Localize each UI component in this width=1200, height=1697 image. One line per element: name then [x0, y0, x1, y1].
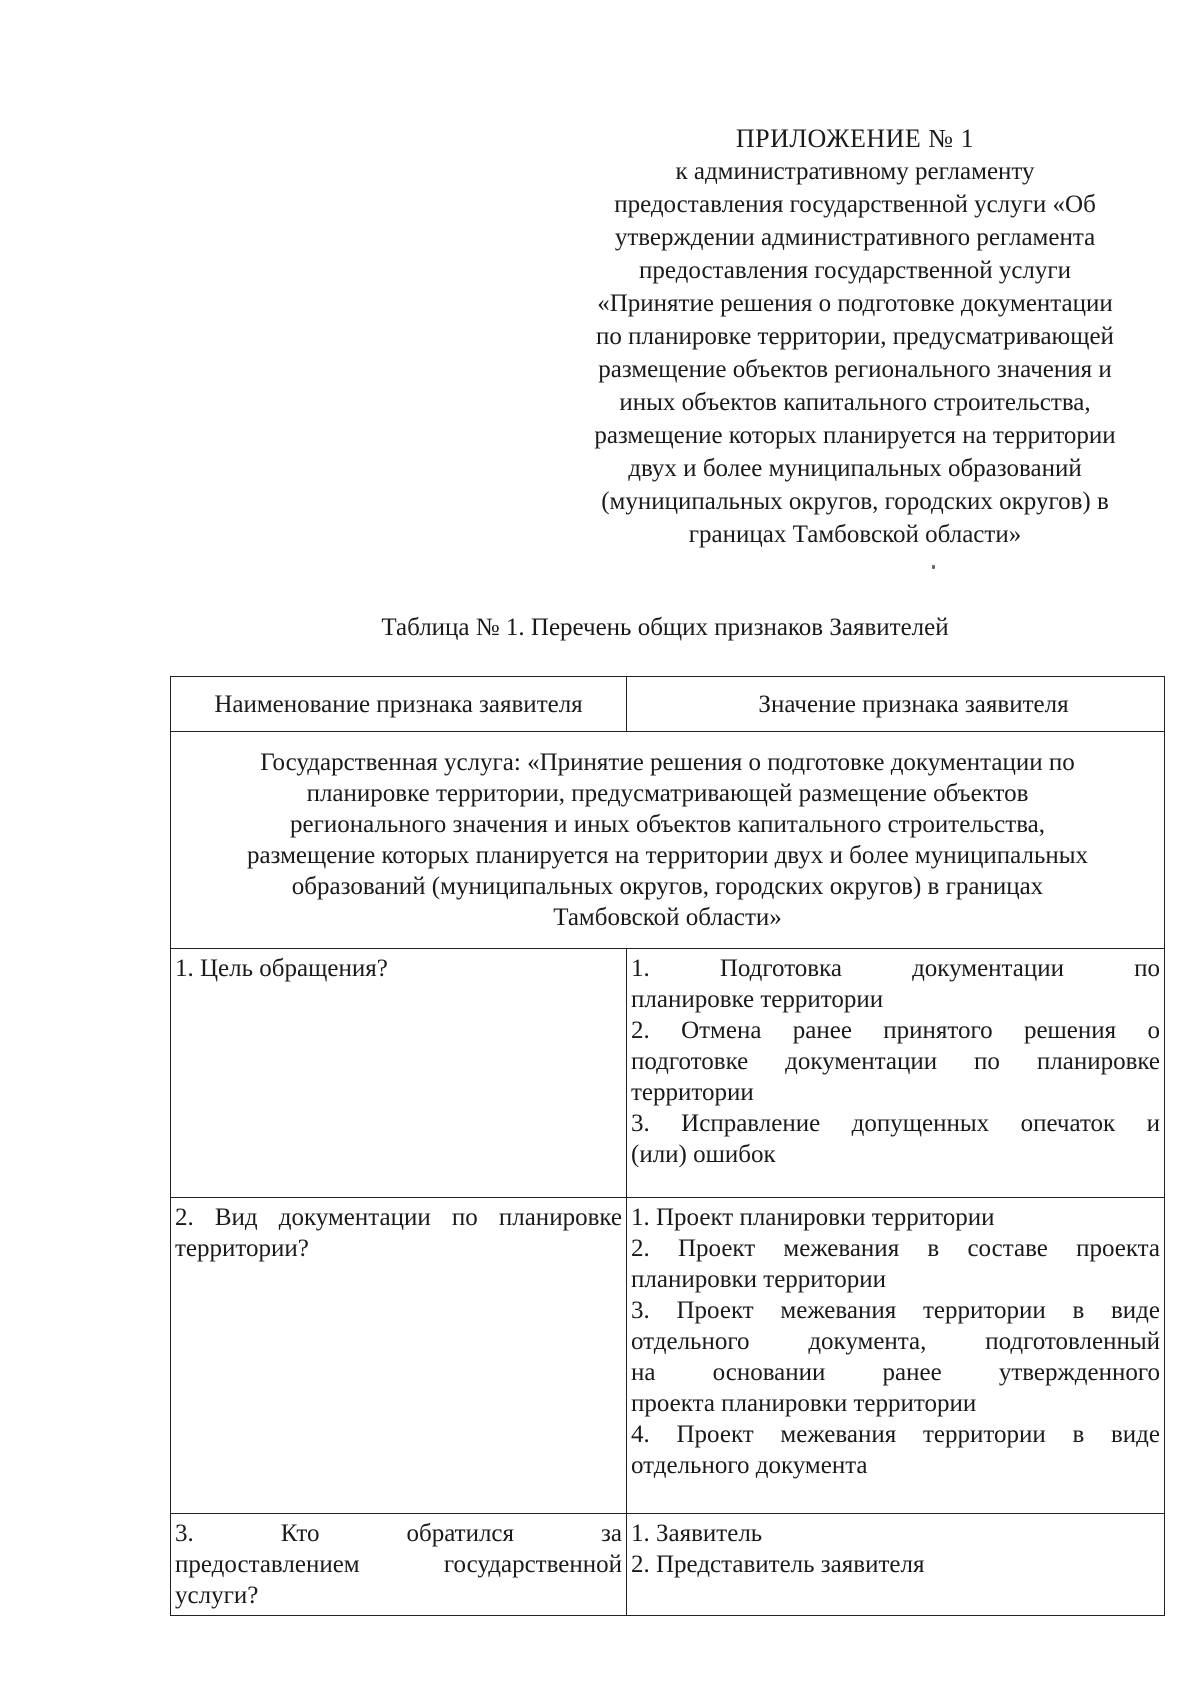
feature-name-cell — [171, 1198, 627, 1514]
service-cell — [171, 732, 1165, 949]
feature-name-line — [175, 1518, 622, 1549]
feature-value-line: проекта планировки территории — [631, 1390, 977, 1417]
service-row — [171, 732, 1165, 949]
appendix-line: размещение которых планируется на территории — [594, 422, 1116, 449]
appendix-line: «Принятие решения о подготовке документации — [597, 290, 1113, 317]
feature-value-line: 2. Проект межевания в составе проекта — [631, 1235, 1160, 1262]
feature-name-line: 2. Вид документации по планировке — [175, 1204, 622, 1231]
feature-value-line: 2. Представитель заявителя — [631, 1551, 925, 1578]
feature-value-line: 3. Исправление допущенных опечаток и — [631, 1110, 1160, 1137]
table-row — [171, 949, 1165, 1198]
appendix-line: предоставления государственной услуги — [638, 257, 1072, 284]
feature-value-line: 4. Проект межевания территории в виде — [631, 1421, 1160, 1448]
feature-value-line: подготовке документации по планировке — [631, 1048, 1160, 1075]
feature-value-line: территории — [631, 1079, 754, 1106]
table-header-row — [171, 677, 1165, 732]
word: документации — [912, 955, 1065, 982]
feature-name-line: услуги? — [175, 1582, 259, 1609]
feature-name-cell — [171, 1514, 627, 1616]
table-caption: Таблица № 1. Перечень общих признаков Заявителей — [381, 614, 949, 641]
header-cell-name: Наименование признака заявителя — [171, 677, 627, 732]
table-row — [171, 1198, 1165, 1514]
feature-value-line: на основании ранее утвержденного — [631, 1359, 1160, 1386]
feature-name-line: предоставлением государственной — [175, 1551, 622, 1578]
service-line: планировке территории, предусматривающей размещение объектов — [306, 780, 1029, 807]
appendix-line: предоставления государственной услуги «Об — [614, 191, 1096, 218]
feature-value-cell — [627, 1198, 1165, 1514]
appendix-line: иных объектов капитального строительства, — [619, 389, 1091, 416]
feature-name-line: территории? — [175, 1235, 309, 1262]
word: 1. — [631, 955, 650, 982]
word: за — [600, 1520, 622, 1547]
appendix-line: размещение объектов регионального значения и — [598, 356, 1112, 383]
feature-value-line — [631, 953, 1160, 984]
feature-name-cell — [171, 949, 627, 1198]
appendix-title: ПРИЛОЖЕНИЕ № 1 — [735, 124, 975, 153]
appendix-line: (муниципальных округов, городских округов) в — [601, 488, 1109, 515]
service-line: размещение которых планируется на территории двух и более муниципальных — [246, 842, 1089, 869]
appendix-header — [555, 122, 1155, 551]
appendix-line: границах Тамбовской области» — [688, 521, 1022, 548]
word: 3. — [175, 1520, 194, 1547]
appendix-line: утверждении административного регламента — [614, 224, 1096, 251]
feature-name-line: 1. Цель обращения? — [175, 955, 388, 982]
table-row — [171, 1514, 1165, 1616]
word: Подготовка — [719, 955, 842, 982]
appendix-line: к административному регламенту — [675, 158, 1035, 185]
service-line: Государственная услуга: «Принятие решения о подготовке документации по — [260, 749, 1075, 776]
feature-value-line: 2. Отмена ранее принятого решения о — [631, 1017, 1160, 1044]
feature-value-line: планировки территории — [631, 1266, 887, 1293]
word: Кто — [280, 1520, 320, 1547]
applicant-features-table — [170, 676, 1164, 1616]
appendix-line: по планировке территории, предусматривающей — [596, 323, 1114, 350]
feature-value-line: отдельного документа — [631, 1452, 868, 1479]
feature-value-line: (или) ошибок — [631, 1141, 776, 1168]
feature-value-line: отдельного документа, подготовленный — [631, 1328, 1160, 1355]
word: обратился — [406, 1520, 515, 1547]
feature-value-cell — [627, 1514, 1165, 1616]
service-line: Тамбовской области» — [553, 904, 782, 931]
feature-value-line: 3. Проект межевания территории в виде — [631, 1297, 1160, 1324]
scan-speck — [932, 565, 935, 569]
appendix-line: двух и более муниципальных образований — [628, 455, 1082, 482]
feature-value-line: 1. Проект планировки территории — [631, 1204, 995, 1231]
service-line: образований (муниципальных округов, городских округов) в границах — [291, 873, 1044, 900]
feature-value-line: 1. Заявитель — [631, 1520, 763, 1547]
feature-value-line: планировке территории — [631, 986, 884, 1013]
service-line: регионального значения и иных объектов капитального строительства, — [289, 811, 1046, 838]
feature-value-cell — [627, 949, 1165, 1198]
header-cell-value: Значение признака заявителя — [627, 677, 1165, 732]
word: по — [1134, 955, 1160, 982]
